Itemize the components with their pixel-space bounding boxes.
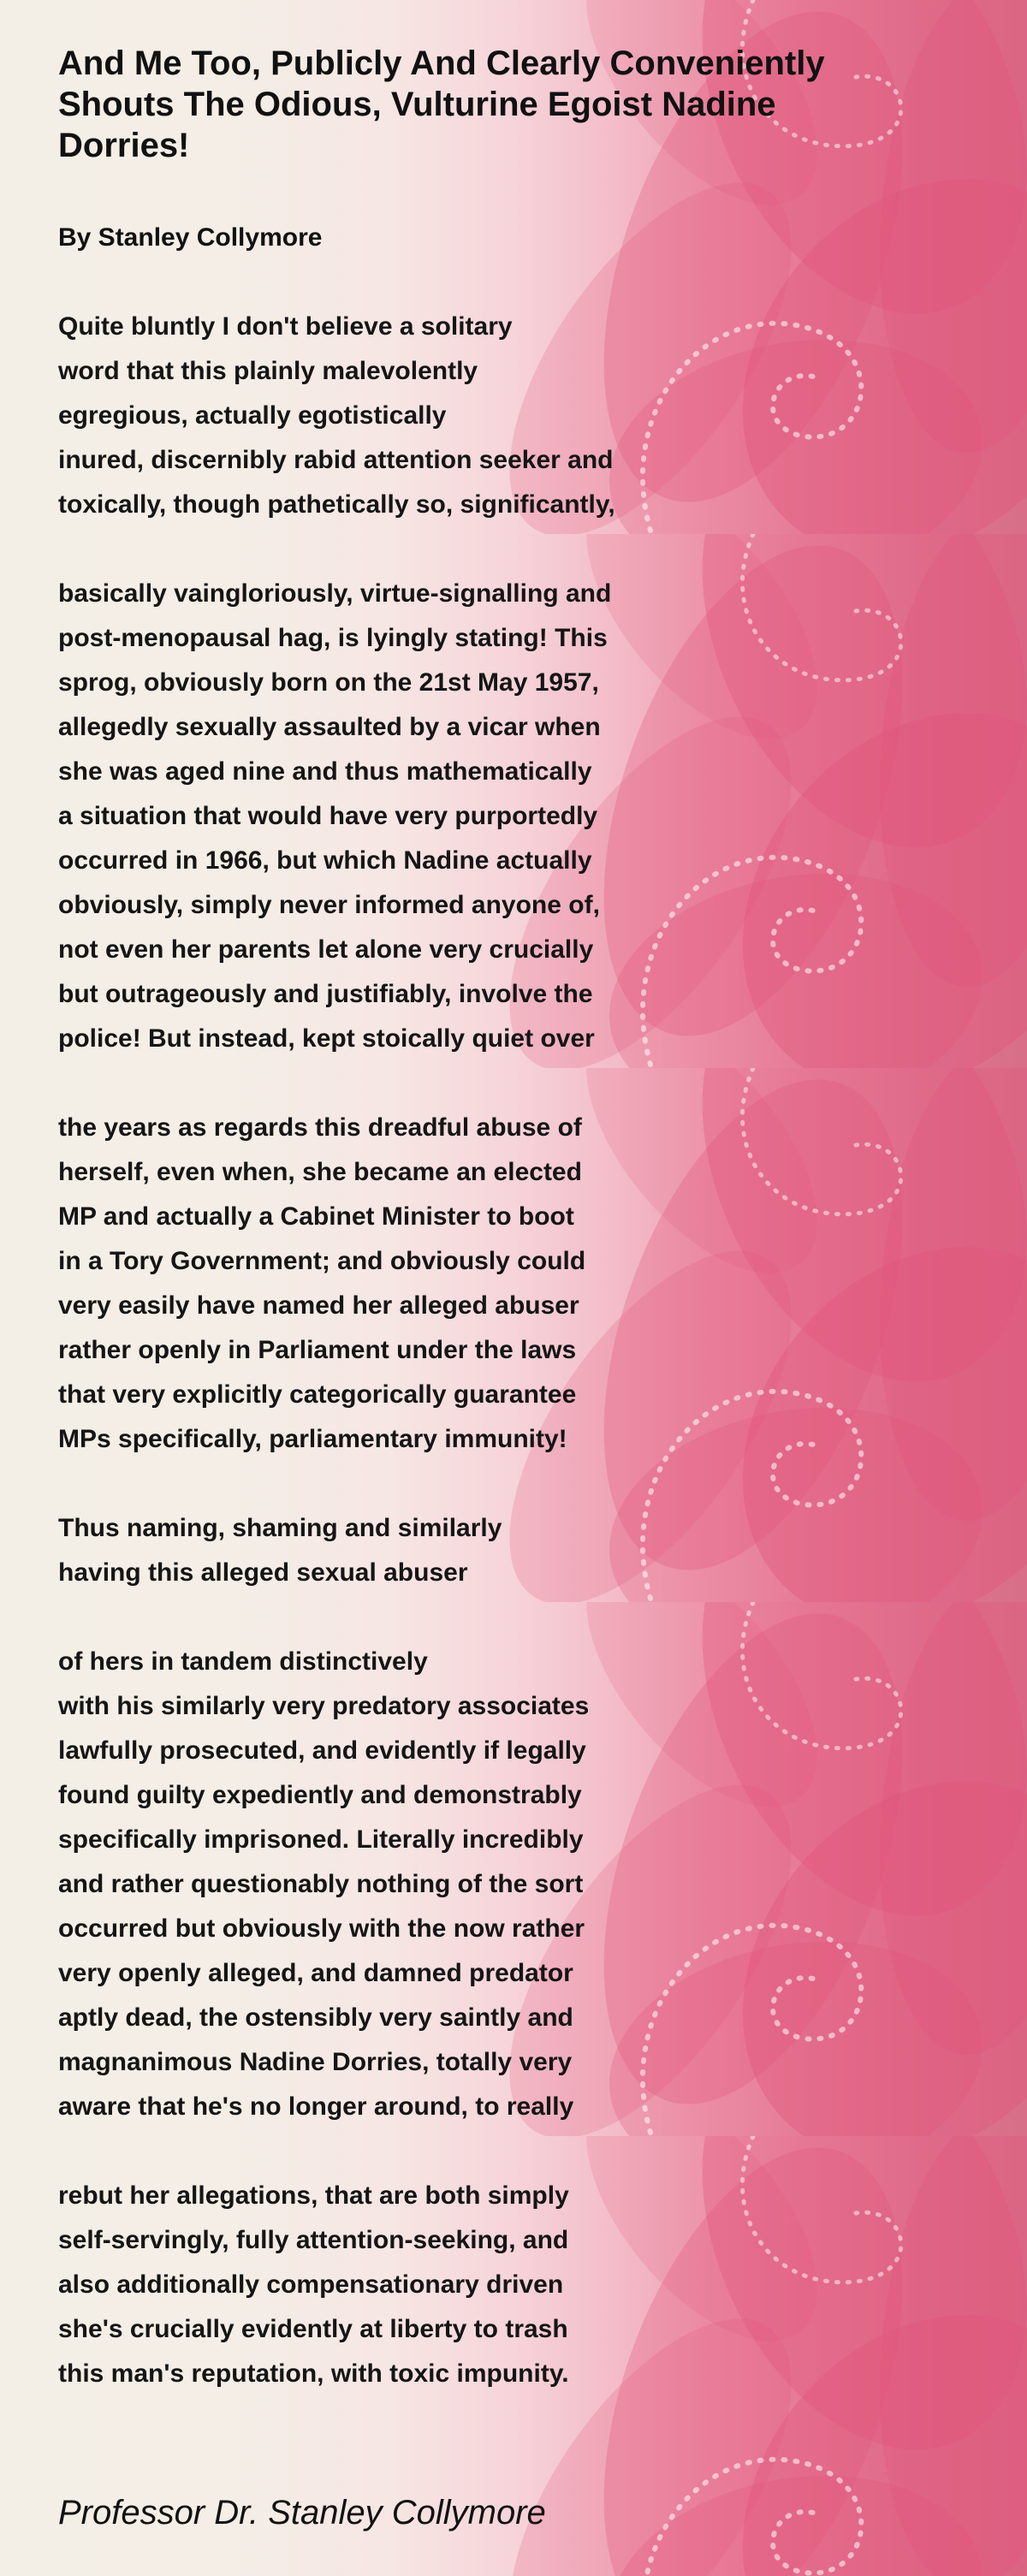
poem-line: a situation that would have very purportedly [58,802,598,830]
poem-line: egregious, actually egotistically [58,401,447,430]
poem-line: rebut her allegations, that are both simply [58,2181,569,2210]
poem-line: with his similarly very predatory associates [58,1692,590,1720]
poem-line: but outrageously and justifiably, involve the [58,980,593,1008]
poem-line: Thus naming, shaming and similarly [58,1514,502,1542]
poem-line: having this alleged sexual abuser [58,1558,468,1587]
poem-line: inured, discernibly rabid attention seeker and [58,446,614,474]
poem-line: basically vaingloriously, virtue-signalling and [58,579,612,608]
poem-line: self-servingly, fully attention-seeking, and [58,2226,569,2254]
poem-line: this man's reputation, with toxic impunity. [58,2359,569,2388]
poem-byline: By Stanley Collymore [58,223,323,252]
poem-line: occurred but obviously with the now rather [58,1914,585,1943]
poem-line: sprog, obviously born on the 21st May 1957, [58,668,599,697]
poem-line: police! But instead, kept stoically quiet over [58,1024,595,1053]
poem-line: the years as regards this dreadful abuse of [58,1113,582,1142]
poem-line: in a Tory Government; and obviously could [58,1247,586,1275]
poem-line: also additionally compensationary driven [58,2270,564,2299]
poem-line: word that this plainly malevolently [58,357,478,385]
poem-line: and rather questionably nothing of the sort [58,1870,584,1898]
poem-line: specifically imprisoned. Literally incredibly [58,1825,584,1854]
poem-line: aware that he's no longer around, to really [58,2092,574,2121]
author-signature: Professor Dr. Stanley Collymore [58,2494,546,2531]
poem-line: lawfully prosecuted, and evidently if legally [58,1736,586,1765]
poem-line: rather openly in Parliament under the laws [58,1336,577,1364]
poem-line: post-menopausal hag, is lyingly stating! This [58,624,608,652]
poem-line: very openly alleged, and damned predator [58,1959,573,1987]
poem-line: MP and actually a Cabinet Minister to boot [58,1202,574,1231]
poem-line: that very explicitly categorically guarantee [58,1380,577,1409]
poem-line: allegedly sexually assaulted by a vicar when [58,713,601,741]
poem-line: Quite bluntly I don't believe a solitary [58,312,513,341]
poem-line: very easily have named her alleged abuser [58,1291,579,1320]
poem-line: magnanimous Nadine Dorries, totally very [58,2048,573,2076]
poem-line: herself, even when, she became an elected [58,1158,582,1186]
poem-line: of hers in tandem distinctively [58,1647,428,1676]
poem-line: she's crucially evidently at liberty to trash [58,2315,568,2343]
poem-line: MPs specifically, parliamentary immunity! [58,1425,567,1453]
poem-line: obviously, simply never informed anyone of, [58,891,600,919]
poem-title: And Me Too, Publicly And Clearly Conveniently Shouts The Odious, Vulturine Egoist Nadine Dorries! [58,45,825,164]
poem-line: aptly dead, the ostensibly very saintly and [58,2003,573,2032]
poem-line: she was aged nine and thus mathematically [58,757,592,786]
poem-line: not even her parents let alone very crucially [58,935,594,964]
poem-line: occurred in 1966, but which Nadine actually [58,846,592,875]
poem-line: toxically, though pathetically so, significantly, [58,490,615,519]
poem-line: found guilty expediently and demonstrably [58,1781,582,1809]
